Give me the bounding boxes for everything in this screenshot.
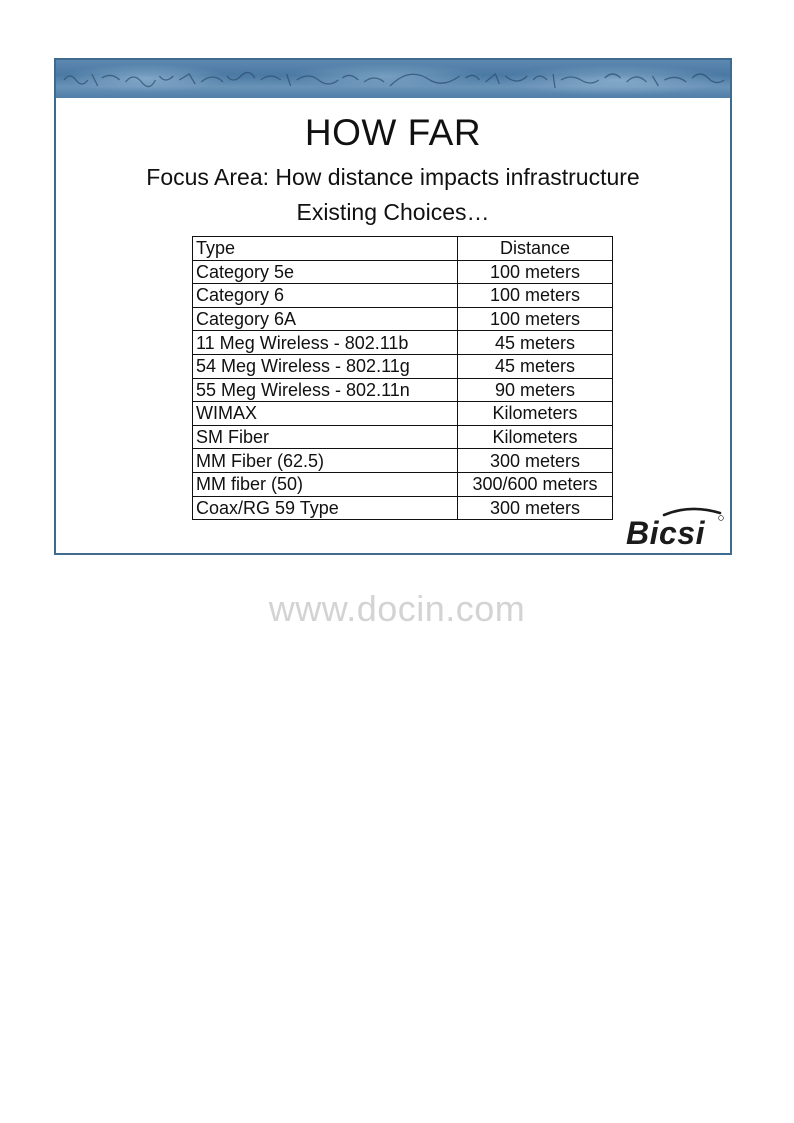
row-distance: Kilometers xyxy=(458,402,613,426)
table-row xyxy=(193,307,613,331)
bicsi-logo xyxy=(624,506,726,550)
row-type: SM Fiber xyxy=(193,425,458,449)
header-type: Type xyxy=(193,237,458,261)
table-row xyxy=(193,354,613,378)
handwriting-decoration xyxy=(56,60,730,98)
table-row xyxy=(193,449,613,473)
table-row xyxy=(193,284,613,308)
row-distance: 300/600 meters xyxy=(458,472,613,496)
row-type: 11 Meg Wireless - 802.11b xyxy=(193,331,458,355)
row-distance: 90 meters xyxy=(458,378,613,402)
row-distance: 45 meters xyxy=(458,331,613,355)
table-header-row xyxy=(193,237,613,261)
row-type: MM fiber (50) xyxy=(193,472,458,496)
watermark: www.docin.com xyxy=(268,588,526,629)
table-row xyxy=(193,331,613,355)
row-type: Category 6A xyxy=(193,307,458,331)
table-row xyxy=(193,472,613,496)
table-row xyxy=(193,496,613,520)
row-distance: Kilometers xyxy=(458,425,613,449)
row-distance: 100 meters xyxy=(458,260,613,284)
row-distance: 45 meters xyxy=(458,354,613,378)
header-banner xyxy=(56,60,730,98)
table-row xyxy=(193,378,613,402)
row-distance: 100 meters xyxy=(458,284,613,308)
slide-subtitle: Focus Area: How distance impacts infrastructure xyxy=(146,164,640,190)
slide xyxy=(54,58,732,555)
table-row xyxy=(193,260,613,284)
row-type: WIMAX xyxy=(193,402,458,426)
table-row xyxy=(193,425,613,449)
header-distance: Distance xyxy=(458,237,613,261)
row-type: MM Fiber (62.5) xyxy=(193,449,458,473)
slide-subheading: Existing Choices… xyxy=(296,199,490,225)
row-type: 54 Meg Wireless - 802.11g xyxy=(193,354,458,378)
distance-table xyxy=(192,236,613,520)
row-distance: 100 meters xyxy=(458,307,613,331)
row-type: 55 Meg Wireless - 802.11n xyxy=(193,378,458,402)
slide-title: HOW FAR xyxy=(304,112,482,153)
row-distance: 300 meters xyxy=(458,496,613,520)
table-row xyxy=(193,402,613,426)
svg-text:Bicsi: Bicsi xyxy=(626,515,705,550)
row-type: Coax/RG 59 Type xyxy=(193,496,458,520)
row-distance: 300 meters xyxy=(458,449,613,473)
row-type: Category 6 xyxy=(193,284,458,308)
row-type: Category 5e xyxy=(193,260,458,284)
